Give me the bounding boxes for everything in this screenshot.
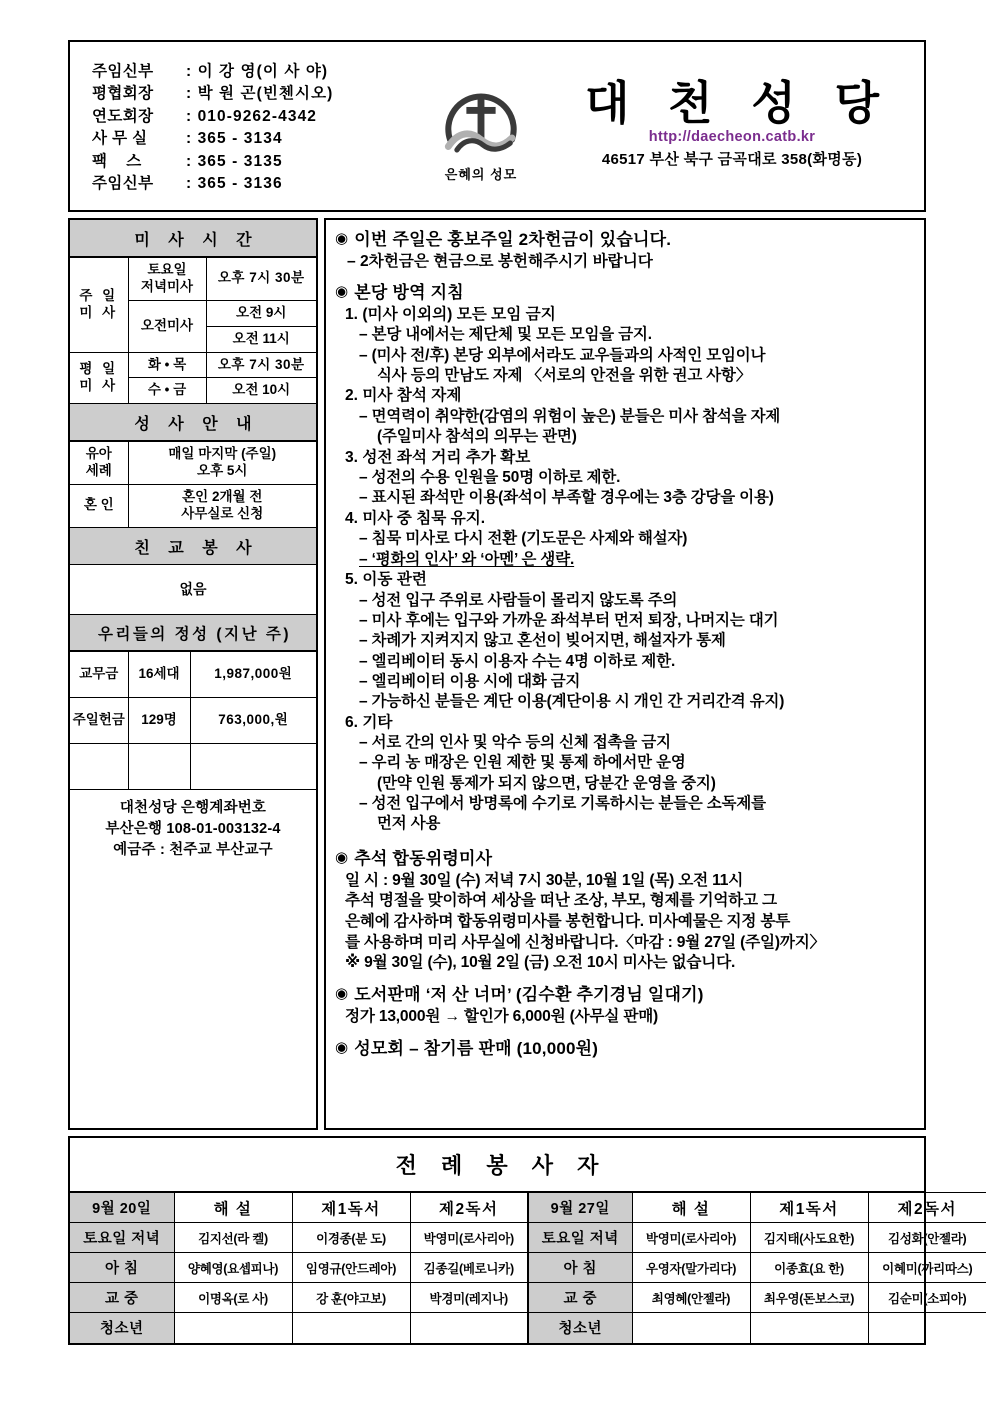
church-name: 대 천 성 당 (584, 76, 893, 129)
mass-group-label: 주 일 미 사 (79, 287, 119, 320)
announcement-block (335, 282, 917, 835)
offering-kind (70, 743, 128, 789)
guideline-detail-cont: (만약 인원 통제가 되지 않으면, 당분간 운영을 중지) (377, 774, 716, 792)
announcement-heading (335, 848, 917, 870)
guideline-detail: – 서로 간의 인사 및 악수 등의 신체 접촉을 금지 (359, 734, 671, 752)
contact-list (70, 42, 422, 210)
service-name: 최영혜(안젤라) (632, 1283, 750, 1313)
contact-separator: : (186, 62, 192, 80)
contact-separator: : (186, 175, 192, 192)
mass-kind: 화 • 목 (128, 352, 206, 378)
church-address: 46517 부산 북구 금곡대로 358(화명동) (601, 151, 863, 169)
contact-row (92, 131, 422, 147)
bullseye-icon: ◉ (335, 283, 349, 301)
fellowship-value: 없음 (70, 565, 316, 615)
sacrament-label: 혼 인 (70, 485, 128, 528)
row-label-left: 토요일 저녁 (70, 1223, 174, 1253)
guideline-detail-underlined: – ‘평화의 인사’ 와 ‘아멘’ 은 생략. (359, 550, 575, 568)
column-header-reading2-right: 제2독서 (868, 1193, 986, 1223)
offering-count: 16세대 (128, 651, 190, 697)
sacrament-value: 매일 마지막 (주일) 오후 5시 (128, 442, 316, 485)
mass-time: 오후 7시 30분 (206, 352, 316, 378)
logo-caption: 은혜의 성모 (444, 166, 518, 182)
contact-label: 평협회장 (92, 85, 154, 102)
sidebar (68, 218, 318, 1130)
bank-account-line: 대천성당 은행계좌번호 (119, 799, 267, 816)
table-row (70, 697, 316, 743)
guideline-detail-cont: 식사 등의 만남도 자제 〈서로의 안전을 위한 권고 사항〉 (377, 367, 752, 384)
table-header-row (70, 1193, 986, 1223)
guideline-detail: – 미사 후에는 입구와 가까운 좌석부터 먼저 퇴장, 나머지는 대기 (359, 611, 779, 629)
service-name: 최우영(돈보스코) (750, 1283, 868, 1313)
guideline-item: 2. 미사 참석 자제 (345, 387, 462, 405)
service-name: 우영자(말가리다) (632, 1253, 750, 1283)
announcement-heading-text: 이번 주일은 홍보주일 2차헌금이 있습니다. (354, 230, 672, 249)
church-website-url[interactable]: http://daecheon.catb.kr (648, 129, 816, 146)
contact-value: 365 - 3135 (197, 152, 283, 170)
service-name: 김종길(베로니카) (410, 1253, 528, 1283)
contact-value: 365 - 3134 (197, 130, 283, 147)
mass-group-label: 평 일 미 사 (79, 361, 119, 393)
spacer (335, 1031, 917, 1038)
liturgy-service-table (70, 1192, 986, 1343)
table-row (70, 352, 316, 378)
service-name (292, 1313, 410, 1343)
liturgy-service-title: 전 례 봉 사 자 (70, 1138, 924, 1192)
sacrament-label: 유아 세례 (70, 442, 128, 485)
column-header-reading1-left: 제1독서 (292, 1193, 410, 1223)
contact-value: 박 원 곤(빈첸시오) (197, 85, 334, 102)
liturgy-service-panel (68, 1136, 973, 1345)
sacrament-table (70, 441, 316, 528)
column-header-reading1-right: 제1독서 (750, 1193, 868, 1223)
announcement-note: ※ 9월 30일 (수), 10월 2일 (금) 오전 10시 미사는 없습니다. (345, 954, 736, 972)
announcement-heading-text: 추석 합동위령미사 (354, 848, 493, 868)
table-row (70, 1283, 986, 1313)
service-name: 이명옥(로 사) (174, 1283, 292, 1313)
offering-kind: 주일헌금 (70, 697, 128, 743)
guideline-item: 6. 기타 (345, 713, 393, 731)
announcement-heading (335, 282, 917, 304)
bulletin-body (68, 218, 926, 1130)
contact-separator: : (186, 130, 192, 147)
announcement-line: 은혜에 감사하며 합동위령미사를 봉헌합니다. 미사예물은 지정 봉투 (345, 913, 791, 931)
contact-label: 주임신부 (92, 175, 154, 192)
offering-table (70, 651, 316, 790)
announcement-block (335, 229, 917, 272)
table-row (70, 1253, 986, 1283)
announcement-heading (335, 984, 917, 1006)
fellowship-title: 친 교 봉 사 (70, 528, 316, 565)
mass-time: 오전 11시 (206, 326, 316, 352)
announcement-heading (335, 1038, 917, 1060)
bank-account-line: 부산은행 108-01-003132-4 (105, 820, 281, 837)
announcement-block (335, 848, 917, 974)
guideline-detail-cont: (주일미사 참석의 의무는 관면) (377, 428, 577, 446)
mass-time: 오전 9시 (206, 300, 316, 326)
spacer (335, 275, 917, 282)
service-name: 이종효(요 한) (750, 1253, 868, 1283)
column-header-date-right: 9월 27일 (528, 1193, 632, 1223)
contact-row (92, 64, 422, 80)
bullseye-icon: ◉ (335, 985, 349, 1003)
sacrament-title: 성 사 안 내 (70, 404, 316, 441)
service-name: 강 훈(야고보) (292, 1283, 410, 1313)
service-name: 양혜영(요셉피나) (174, 1253, 292, 1283)
row-label-left: 청소년 (70, 1313, 174, 1343)
announcement-line: – 2차헌금은 현금으로 봉헌해주시기 바랍니다 (347, 252, 653, 270)
row-label-left: 교 중 (70, 1283, 174, 1313)
contact-separator: : (186, 85, 192, 102)
guideline-detail: – 성전 입구에서 방명록에 수기로 기록하시는 분들은 소독제를 (359, 795, 766, 813)
announcement-line: 추석 명절을 맞이하여 세상을 떠난 조상, 부모, 형제를 기억하고 그 (345, 892, 777, 910)
mass-kind: 토요일 저녁미사 (128, 258, 206, 301)
column-header-date-left: 9월 20일 (70, 1193, 174, 1223)
contact-label: 사 무 실 (92, 130, 148, 147)
mass-kind: 수 • 금 (128, 378, 206, 404)
announcement-block (335, 1038, 917, 1060)
bullseye-icon: ◉ (335, 848, 349, 866)
bullseye-icon: ◉ (335, 230, 349, 247)
spacer (335, 838, 917, 848)
column-header-commentator-right: 해 설 (632, 1193, 750, 1223)
table-row (70, 1223, 986, 1253)
offering-count (128, 743, 190, 789)
service-name: 김지태(사도요한) (750, 1223, 868, 1253)
table-row (70, 743, 316, 789)
guideline-detail: – 성전의 수용 인원을 50명 이하로 제한. (359, 469, 621, 487)
service-name: 김성화(안젤라) (868, 1223, 986, 1253)
bank-account-line: 예금주 : 천주교 부산교구 (113, 841, 273, 858)
row-label-left: 아 침 (70, 1253, 174, 1283)
guideline-item: 5. 이동 관련 (345, 571, 427, 589)
announcement-heading-text: 본당 방역 지침 (354, 283, 464, 303)
table-row (70, 1313, 986, 1343)
announcement-heading-text: 성모회 – 참기름 판매 (10,000원) (354, 1038, 599, 1058)
service-name (632, 1313, 750, 1343)
offering-title: 우리들의 정성 (지난 주) (70, 615, 316, 651)
guideline-detail: – 침묵 미사로 다시 전환 (기도문은 사제와 해설자) (359, 530, 688, 548)
contact-label: 주임신부 (92, 62, 154, 80)
guideline-item: 3. 성전 좌석 거리 추가 확보 (345, 448, 531, 466)
table-row (70, 651, 316, 697)
church-identity (540, 42, 924, 210)
service-name: 박영미(로사리아) (632, 1223, 750, 1253)
column-header-reading2-left: 제2독서 (410, 1193, 528, 1223)
mass-schedule-table (70, 257, 316, 404)
service-name: 김지선(라 켈) (174, 1223, 292, 1253)
service-name (868, 1313, 986, 1343)
mass-time: 오후 7시 30분 (206, 258, 316, 301)
mass-group-weekday (70, 352, 128, 404)
contact-separator: : (186, 107, 192, 125)
service-name: 이혜미(까리따스) (868, 1253, 986, 1283)
guideline-detail: – 엘리베이터 이용 시에 대화 금지 (359, 672, 581, 690)
service-name (410, 1313, 528, 1343)
spacer (335, 977, 917, 984)
church-logo (422, 42, 540, 210)
cross-and-waves-logo-icon (438, 76, 524, 162)
guideline-detail: – 엘리베이터 동시 이용자 수는 4명 이하로 제한. (359, 652, 676, 670)
row-label-right: 청소년 (528, 1313, 632, 1343)
offering-kind: 교무금 (70, 651, 128, 697)
contact-value: 010-9262-4342 (197, 107, 318, 125)
contact-row (92, 154, 422, 170)
guideline-detail: – 표시된 좌석만 이용(좌석이 부족할 경우에는 3층 강당을 이용) (359, 489, 774, 507)
announcement-block (335, 984, 917, 1027)
column-header-commentator-left: 해 설 (174, 1193, 292, 1223)
guideline-detail-cont: 먼저 사용 (377, 815, 441, 833)
guideline-item: 1. (미사 이외의) 모든 모임 금지 (345, 305, 556, 323)
service-name: 김순미(소피아) (868, 1283, 986, 1313)
service-name: 박경미(레지나) (410, 1283, 528, 1313)
contact-value: 이 강 영(이 사 야) (197, 62, 329, 80)
mass-schedule-title: 미 사 시 간 (70, 220, 316, 257)
guideline-detail: – 가능하신 분들은 계단 이용(계단이용 시 개인 간 거리간격 유지) (359, 693, 785, 711)
row-label-right: 교 중 (528, 1283, 632, 1313)
bank-account-info (70, 790, 316, 869)
offering-count: 129명 (128, 697, 190, 743)
offering-amount (190, 743, 316, 789)
mass-time: 오전 10시 (206, 378, 316, 404)
announcement-line: 를 사용하며 미리 사무실에 신청바랍니다.〈마감 : 9월 27일 (주일)까지〉 (345, 933, 825, 951)
announcement-heading (335, 229, 917, 251)
announcement-line: 일 시 : 9월 30일 (수) 저녁 7시 30분, 10월 1일 (목) 오전 11시 (345, 871, 744, 889)
contact-label: 팩 스 (92, 152, 142, 170)
guideline-detail (335, 550, 917, 570)
offering-amount: 1,987,000원 (190, 651, 316, 697)
service-name: 박영미(로사리아) (410, 1223, 528, 1253)
table-row (70, 485, 316, 528)
guideline-detail: – 본당 내에서는 제단체 및 모든 모임을 금지. (359, 326, 652, 344)
row-label-right: 토요일 저녁 (528, 1223, 632, 1253)
guideline-item: 4. 미사 중 침묵 유지. (345, 509, 486, 527)
guideline-detail: – 면역력이 취약한(감염의 위험이 높은) 분들은 미사 참석을 자제 (359, 407, 781, 425)
guideline-detail: – (미사 전/후) 본당 외부에서라도 교우들과의 사적인 모임이나 (359, 346, 766, 364)
contact-label: 연도회장 (92, 107, 154, 125)
guideline-detail: – 우리 농 매장은 인원 제한 및 통제 하에서만 운영 (359, 754, 686, 772)
contact-value: 365 - 3136 (197, 175, 283, 192)
guideline-detail: – 성전 입구 주위로 사람들이 몰리지 않도록 주의 (359, 591, 678, 609)
mass-kind: 오전미사 (128, 300, 206, 352)
contact-row (92, 176, 422, 192)
guideline-detail: – 차례가 지켜지지 않고 혼선이 빚어지면, 해설자가 통제 (359, 632, 726, 650)
contact-row (92, 109, 422, 125)
announcement-heading-text: 도서판매 ‘저 산 너머’ (김수환 추기경님 일대기) (354, 985, 704, 1005)
announcements-panel (324, 218, 926, 1130)
service-name (174, 1313, 292, 1343)
contact-row (92, 86, 422, 102)
row-label-right: 아 침 (528, 1253, 632, 1283)
sacrament-value: 혼인 2개월 전 사무실로 신청 (128, 485, 316, 528)
service-name (750, 1313, 868, 1343)
contact-separator: : (186, 152, 192, 170)
table-row (70, 258, 316, 301)
announcement-line: 정가 13,000원 → 할인가 6,000원 (사무실 판매) (345, 1007, 659, 1025)
service-name: 이경종(분 도) (292, 1223, 410, 1253)
table-row (70, 442, 316, 485)
service-name: 임영규(안드레아) (292, 1253, 410, 1283)
mass-group-sunday (70, 258, 128, 353)
bulletin-header (68, 40, 926, 212)
bullseye-icon: ◉ (335, 1038, 349, 1056)
offering-amount: 763,000,원 (190, 697, 316, 743)
